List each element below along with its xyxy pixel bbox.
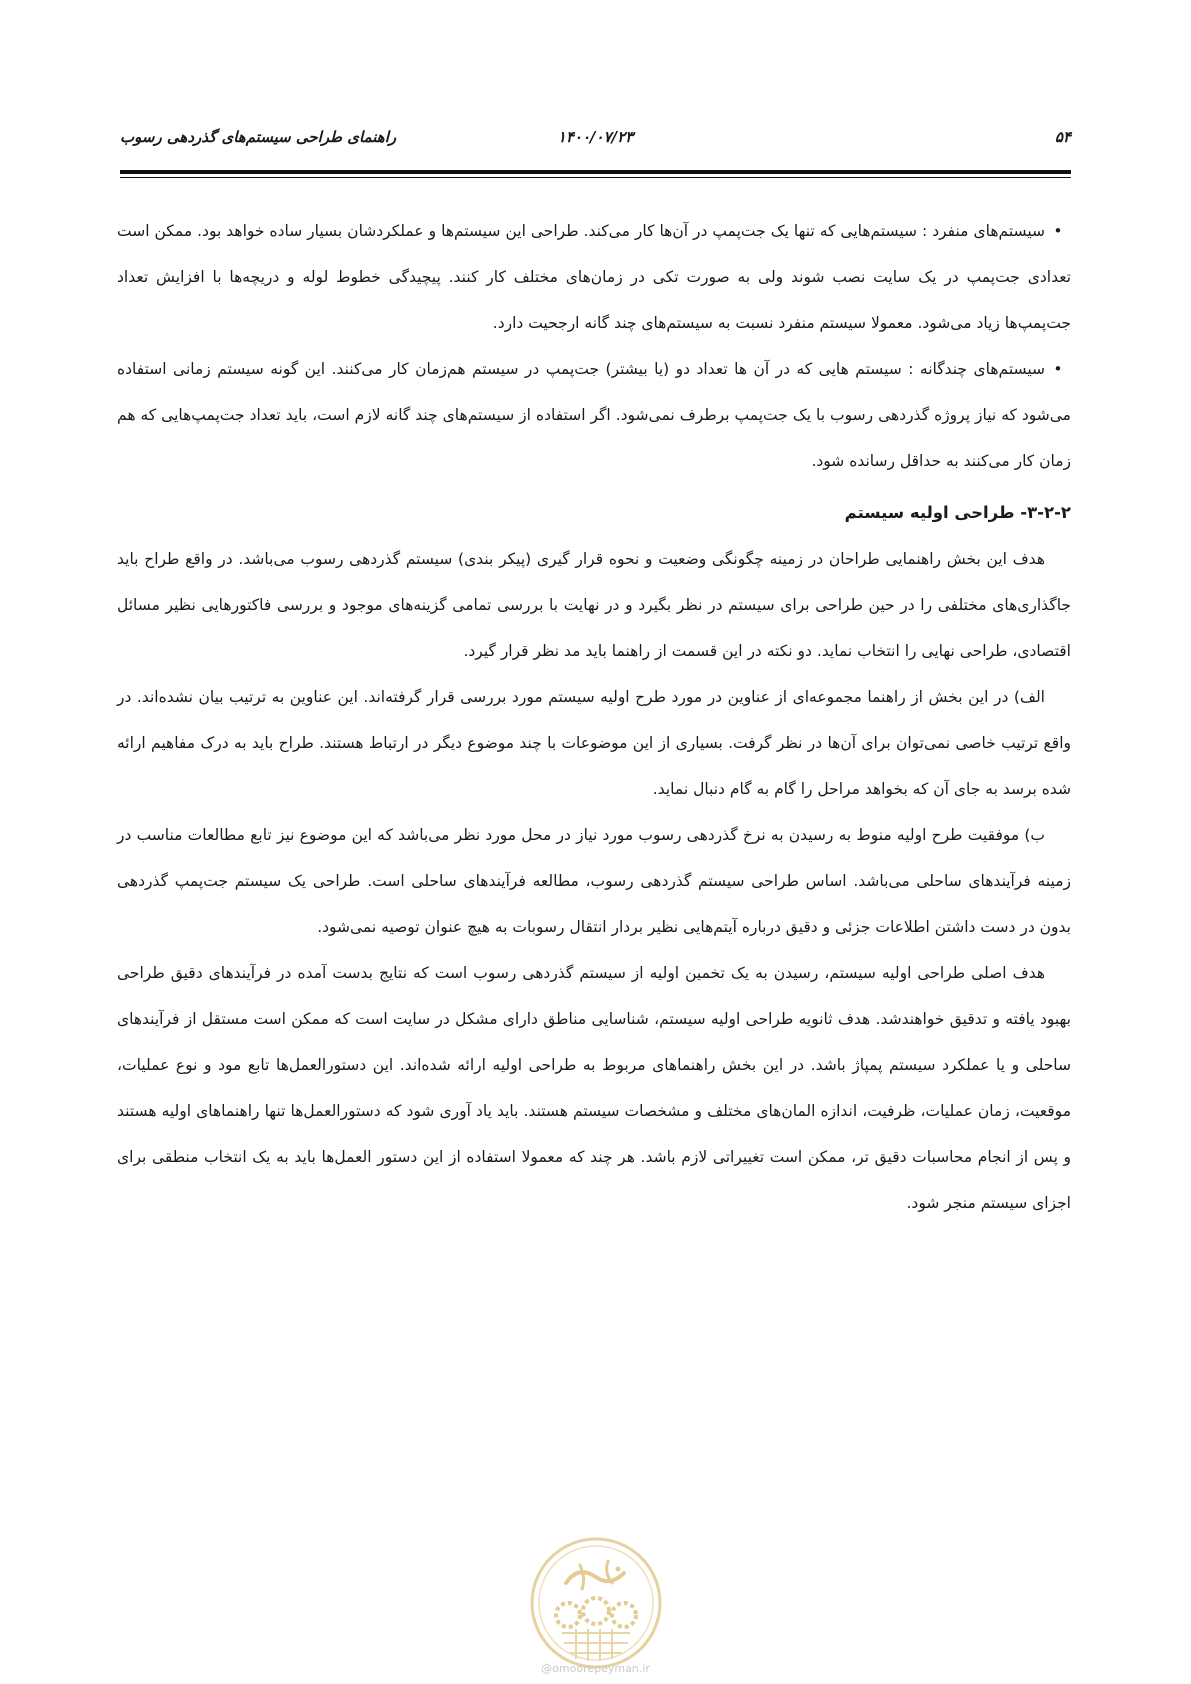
paragraph: هدف اصلی طراحی اولیه سیستم، رسیدن به یک تخمین اولیه از سیستم گذردهی رسوب است که نتایج بدست آمده در فرآیندهای دقیق طراحی بهبود یافته و تدقیق خواهندشد. هدف ثانویه طراحی اولیه سیستم، شناسایی مناطق دارای مشکل در سایت است که ممکن است مستقل از فرآیندهای ساحلی و یا عملکرد سیستم پمپاژ باشد. در این بخش راهنماهای مربوط به طراحی اولیه ارائه شده‌اند. این دستورالعمل‌ها تابع مود و نوع عملیات، موقعیت، زمان عملیات، ظرفیت، اندازه المان‌های مختلف و مشخصات سیستم هستند. باید یاد آوری شود که دستورالعمل‌ها تنها راهنماهای اولیه هستند و پس از انجام محاسبات دقیق تر، ممکن است تغییراتی لازم باشد. هر چند که معمولا استفاده از این دستور العمل‌ها باید به یک انتخاب منطقی برای اجزای سیستم منجر شود. [117,964,1071,1212]
header-rule-thin [120,177,1071,178]
bullet-icon: • [1053,360,1063,378]
stamp-logo-icon [528,1535,664,1671]
bullet-item [117,208,1071,346]
paragraph: ب) موفقیت طرح اولیه منوط به رسیدن به نرخ گذردهی رسوب مورد نیاز در محل مورد نظر می‌باشد که این موضوع نیز تابع مطالعات مناسب در زمینه فرآیندهای ساحلی می‌باشد. اساس طراحی سیستم گذردهی رسوب، مطالعه فرآیندهای ساحلی است. طراحی یک سیستم جت‌پمپ گذردهی بدون در دست داشتن اطلاعات جزئی و دقیق درباره آیتم‌هایی نظیر بردار انتقال رسوبات به هیچ عنوان توصیه نمی‌شود. [117,826,1071,936]
header-date: ۱۴۰۰/۰۷/۲۳ [557,128,634,146]
page-header [120,128,1071,152]
section-heading: ۳-۲-۲- طراحی اولیه سیستم [844,503,1071,522]
header-title: راهنمای طراحی سیستم‌های گذردهی رسوب [120,128,397,146]
bullet-text: سیستم‌های منفرد : سیستم‌هایی که تنها یک جت‌پمپ در آن‌ها کار می‌کند. طراحی این سیستم‌ها و عملکردشان بسیار ساده خواهد بود. ممکن است تعدادی جت‌پمپ در یک سایت نصب شوند ولی به صورت تکی در زمان‌های مختلف کار کنند. پیچیدگی خطوط لوله و دریچه‌ها با افزایش تعداد جت‌پمپ‌ها زیاد می‌شود. معمولا سیستم منفرد نسبت به سیستم‌های چند گانه ارجحیت دارد. [117,222,1071,332]
bullet-text: سیستم‌های چندگانه : سیستم هایی که در آن ها تعداد دو (یا بیشتر) جت‌پمپ در سیستم هم‌زمان کار می‌کنند. این گونه سیستم زمانی استفاده می‌شود که نیاز پروژه گذردهی رسوب با یک جت‌پمپ برطرف نمی‌شود. اگر استفاده از سیستم‌های چند گانه لازم است، باید تعداد جت‌پمپ‌هایی که هم زمان کار می‌کنند به حداقل رسانده شود. [117,360,1071,470]
bullet-item [117,346,1071,484]
watermark-handle: @omoorepeyman.ir [541,1662,650,1675]
bullet-icon: • [1053,222,1063,240]
paragraph: هدف این بخش راهنمایی طراحان در زمینه چگونگی وضعیت و نحوه قرار گیری (پیکر بندی) سیستم گذردهی رسوب می‌باشد. در واقع طراح باید جاگذاری‌های مختلفی را در حین طراحی برای سیستم در نظر بگیرد و در نهایت با بررسی تمامی گزینه‌های موجود و بررسی فاکتورهایی نظیر مسائل اقتصادی، طراحی نهایی را انتخاب نماید. دو نکته در این قسمت از راهنما باید مد نظر قرار گیرد. [117,550,1071,660]
page-number: ۵۴ [1054,128,1071,146]
header-rule-thick [120,170,1071,174]
document-body [117,208,1071,1226]
paragraph: الف) در این بخش از راهنما مجموعه‌ای از عناوین در مورد طرح اولیه سیستم مورد بررسی قرار گرفته‌اند. این عناوین به ترتیب بیان نشده‌اند. در واقع ترتیب خاصی نمی‌توان برای آن‌ها در نظر گرفت. بسیاری از این موضوعات با چند موضوع دیگر در ارتباط هستند. طراح باید به درک مفاهیم ارائه شده برسد به جای آن که بخواهد مراحل را گام به گام دنبال نماید. [117,688,1071,798]
